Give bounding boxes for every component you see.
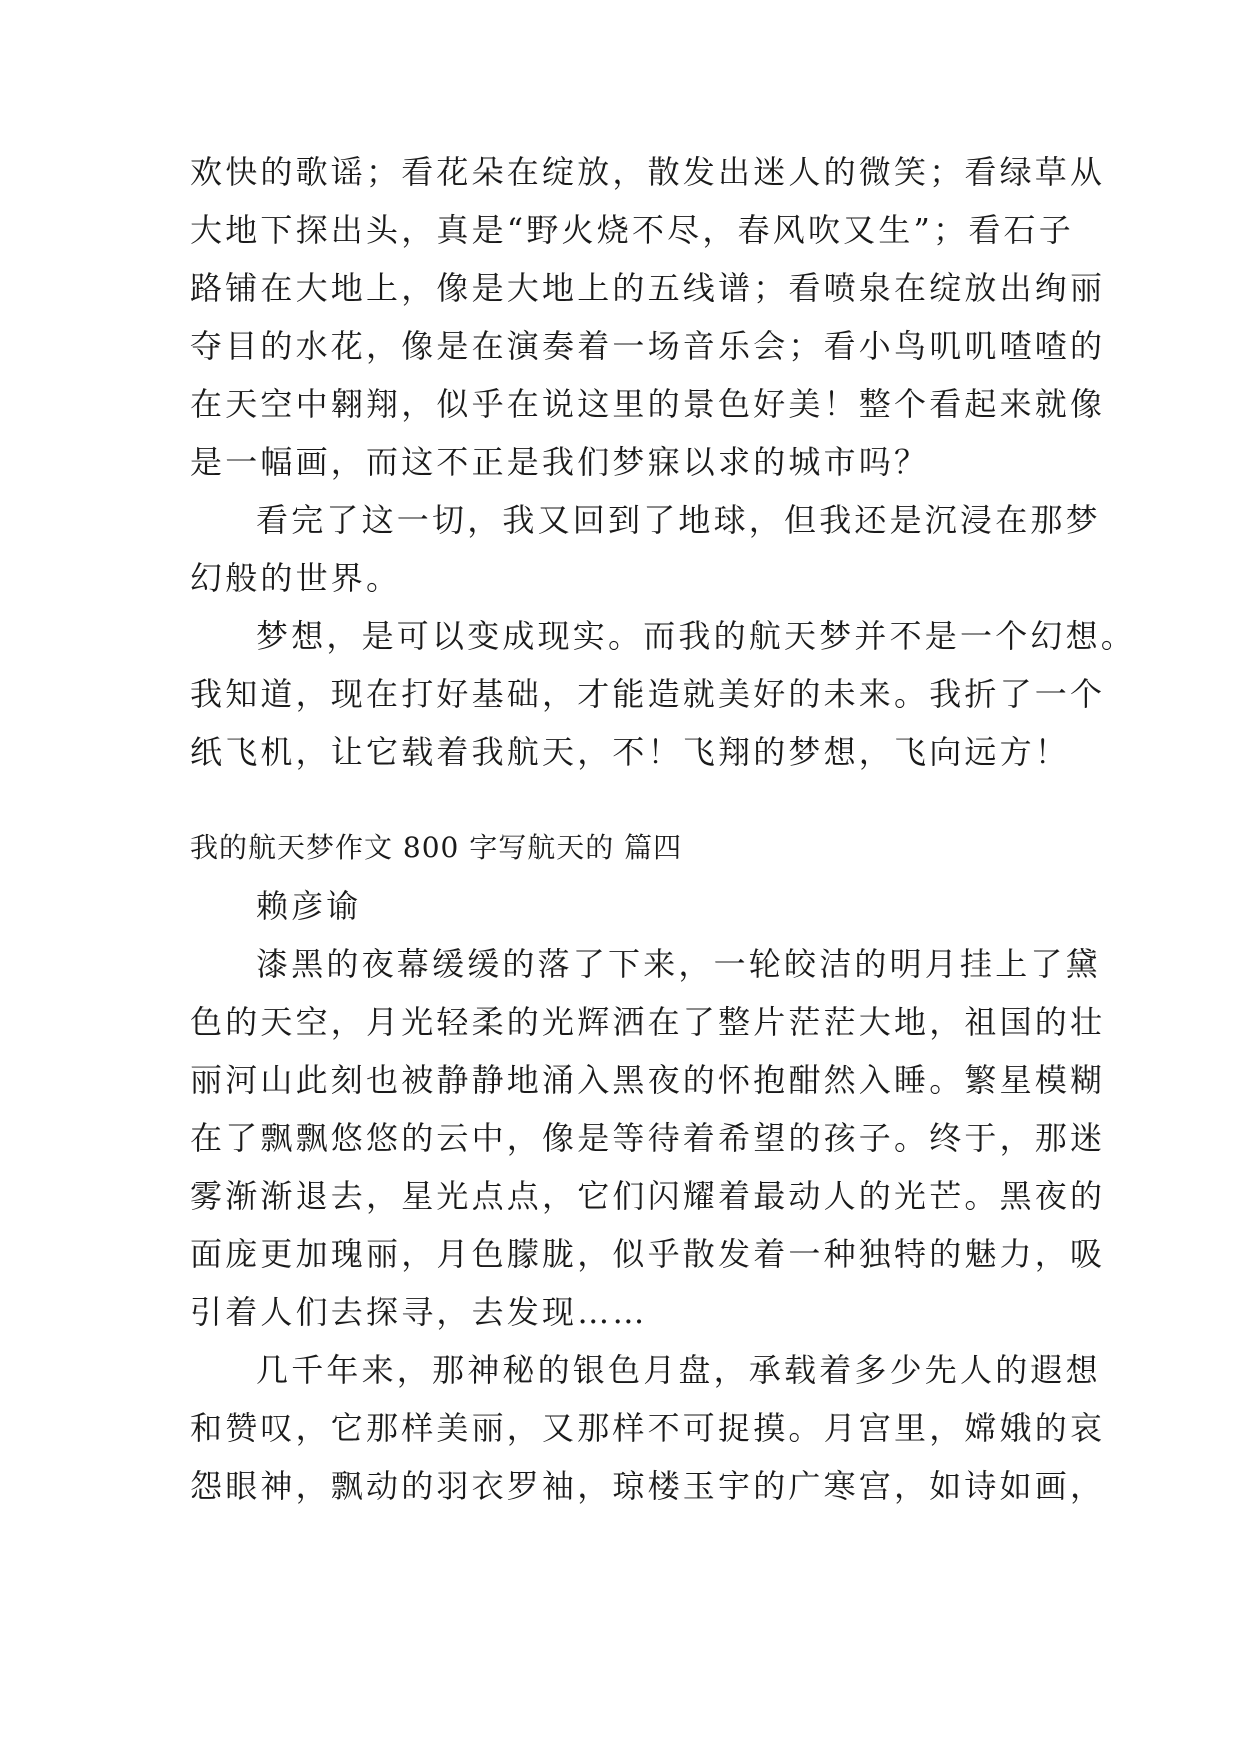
- text-line: 纸飞机，让它载着我航天，不！飞翔的梦想，飞向远方！: [190, 733, 1071, 771]
- section-title: 我的航天梦作文 800 字写航天的 篇四: [190, 831, 683, 864]
- text-line: 在天空中翱翔，似乎在说这里的景色好美！整个看起来就像: [190, 385, 1106, 423]
- text-line: 和赞叹，它那样美丽，又那样不可捉摸。月宫里，嫦娥的哀: [190, 1409, 1106, 1447]
- text-line: 梦想，是可以变成现实。而我的航天梦并不是一个幻想。: [256, 617, 1137, 655]
- text-line: 我知道，现在打好基础，才能造就美好的未来。我折了一个: [190, 675, 1106, 713]
- text-line: 引着人们去探寻，去发现……: [190, 1293, 648, 1331]
- text-line: 大地下探出头，真是“野火烧不尽，春风吹又生”；看石子: [190, 211, 1074, 249]
- text-line: 在了飘飘悠悠的云中，像是等待着希望的孩子。终于，那迷: [190, 1119, 1106, 1157]
- text-line: 路铺在大地上，像是大地上的五线谱；看喷泉在绽放出绚丽: [190, 269, 1106, 307]
- text-line: 几千年来，那神秘的银色月盘，承载着多少先人的遐想: [256, 1351, 1101, 1389]
- text-line: 漆黑的夜幕缓缓的落了下来，一轮皎洁的明月挂上了黛: [256, 945, 1101, 983]
- text-line: 丽河山此刻也被静静地涌入黑夜的怀抱酣然入睡。繁星模糊: [190, 1061, 1106, 1099]
- text-line: 面庞更加瑰丽，月色朦胧，似乎散发着一种独特的魅力，吸: [190, 1235, 1106, 1273]
- text-line: 夺目的水花，像是在演奏着一场音乐会；看小鸟叽叽喳喳的: [190, 327, 1106, 365]
- text-line: 幻般的世界。: [190, 559, 402, 597]
- text-line: 是一幅画，而这不正是我们梦寐以求的城市吗？: [190, 443, 930, 481]
- author-name: 赖彦谕: [256, 887, 362, 925]
- text-line: 雾渐渐退去，星光点点，它们闪耀着最动人的光芒。黑夜的: [190, 1177, 1106, 1215]
- text-line: 欢快的歌谣；看花朵在绽放，散发出迷人的微笑；看绿草从: [190, 153, 1106, 191]
- text-line: 看完了这一切，我又回到了地球，但我还是沉浸在那梦: [256, 501, 1101, 539]
- text-line: 怨眼神，飘动的羽衣罗袖，琼楼玉宇的广寒宫，如诗如画，: [190, 1467, 1106, 1505]
- text-line: 色的天空，月光轻柔的光辉洒在了整片茫茫大地，祖国的壮: [190, 1003, 1106, 1041]
